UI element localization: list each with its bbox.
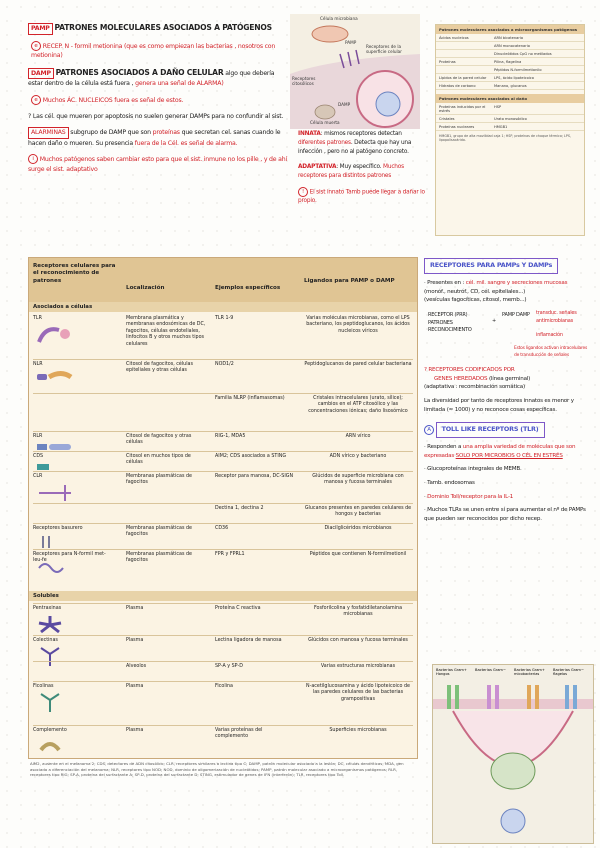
- receptor-illustration: [35, 736, 65, 760]
- receptor-illustration: [35, 370, 75, 386]
- tlr-1a: Responden a: [427, 444, 462, 451]
- alarminas-text4: fuera de la Cél. es señal de alarma.: [134, 139, 238, 147]
- innato-dano: El sist innato Tamb puede llegar a dañar lo propio.: [298, 189, 425, 205]
- table-row: [436, 115, 584, 123]
- adaptativa-text1: Muy específico.: [339, 163, 382, 170]
- row-divider: [33, 635, 413, 636]
- fig-col-2: Bacterias Gram−: [475, 668, 506, 672]
- row-divider: [33, 471, 413, 472]
- receptor-illustration: [35, 442, 75, 454]
- ligand-cell: Peptidoglucanos de pared celular bacteriana: [304, 362, 412, 367]
- notes-right: RECEPTORES PARA PAMPs Y DAMPs · Presentes en : cél. mil. sangre y secreciones mucosas (monóf., neutróf., CD, cél. epiteliales...) (vesículas fagocíticas, citosol, memb...) RECEPTOR (PRR) PATRONES RECONOCIMIENTO + PAMP DAMP transduc. señales antimicrobianas inflamación Estos ligandos activan intracelulares de transducción de señales ? RECEPTORES CODIFICADOS POR GENES HEREDADOS (línea germinal) (adaptativa : recombinación somática) La diversidad por tanto de receptores innatos es menor y limitada (≈ 1000) y no reconoce cosas específicas. A TOLL LIKE RECEPTORS (TLR) · Responden a una amplia variedad de moléculas que son expresadas SOLO POR MICROBIOS O CÉL EN ESTRÉS · Glucoproteínas integrales de MEMB. · Tamb. endosomas · Dominio Toll/receptor para la IL-1 · Muchos TLRs se unen entre sí para aumentar el nº de PAMPs que pueden ser reconocidos por dicho recep.: [424, 258, 592, 529]
- receptor-illustration: [35, 646, 65, 670]
- location-cell: Alveolos: [126, 664, 147, 669]
- presentes-1: Presentes en :: [427, 279, 465, 286]
- nucleic-text: Muchos ÁC. NUCLEICOS fuera es señal de estos.: [42, 97, 184, 105]
- scheme-note: Estos ligandos activan intracelulares de transducción de señales: [514, 345, 588, 358]
- tlr-title: TOLL LIKE RECEPTORS (TLR): [436, 422, 545, 438]
- table-footnote: HMGB1, grupo de alta movilidad caja 1; HSP, proteínas de choque térmico; LPS, lipopolisacárido.: [439, 134, 571, 142]
- alarminas-tag: ALARMINAS: [28, 127, 69, 139]
- ligand-cell: Glúcidos de superficie microbiana con manosa y fucosa terminales: [312, 474, 404, 486]
- row-divider: [33, 725, 413, 726]
- location-cell: Citosol en muchos tipos de células: [126, 454, 191, 466]
- circle-icon: !: [298, 187, 308, 197]
- row-divider: [33, 503, 413, 504]
- row-category: Proteínas nucleares: [439, 124, 475, 129]
- scheme-mid: PAMP DAMP: [502, 311, 530, 318]
- row-divider: [33, 359, 413, 360]
- codificados-4: (adaptativa : recombinación somática): [424, 384, 525, 391]
- table-row: [436, 42, 584, 50]
- ligand-cell: N-acetilglucosamina y ácido lipoteicoico de las paredes celulares de las bacterias grampositivas: [306, 684, 410, 702]
- receptor-illustration: [35, 324, 75, 348]
- circle-icon: i: [28, 154, 38, 164]
- example-cell: AIM2; CDS asociados a STING: [215, 454, 287, 459]
- receptor-cell: CDS: [33, 454, 44, 459]
- nlr-icon: [35, 370, 75, 384]
- question-icon: ?: [28, 112, 32, 120]
- location-cell: Citosol de fagocitos y otras células: [126, 434, 192, 446]
- location-cell: Membranas plasmáticas de fagocitos: [126, 526, 192, 538]
- example-cell: RIG-1, MDA5: [215, 434, 246, 439]
- scheme-right-1: transduc. señales antimicrobianas: [536, 309, 577, 324]
- fig-label-damp: DAMP: [338, 102, 351, 107]
- row-category: Hidratos de carbono: [439, 83, 476, 88]
- table-row: [436, 58, 584, 66]
- row-example: Manano, glucanos: [494, 83, 527, 88]
- row-example: HSP: [494, 104, 502, 109]
- receptors-table: [28, 257, 418, 759]
- example-cell: SP-A y SP-D: [215, 664, 243, 669]
- alarminas-text2: proteínas: [152, 129, 180, 137]
- row-example: HMGB1: [494, 124, 508, 129]
- row-category: Ácidos nucleicos: [439, 35, 469, 40]
- example-cell: Proteína C reactiva: [215, 606, 261, 611]
- cell-diagram-svg: [290, 14, 420, 129]
- row-example: Dinucleótidos CpG no metilados: [494, 51, 552, 56]
- diversidad-text: La diversidad por tanto de receptores innatos es menor y limitada (≈ 1000) y no reconoce cosas específicas.: [424, 397, 574, 413]
- adaptativa-tag: ADAPTATIVA: [298, 163, 337, 170]
- row-category: Cristales: [439, 116, 455, 121]
- header-ejemplos: Ejemplos específicos: [215, 285, 281, 291]
- codificados-3: (línea germinal): [488, 375, 531, 382]
- receptor-cell: Receptores basurero: [33, 526, 83, 531]
- row-example: Pilina, flagelina: [494, 59, 522, 64]
- damp-text2: genera una señal de ALARMA): [135, 80, 224, 88]
- row-category: [439, 52, 494, 56]
- table-row: [436, 66, 584, 74]
- ligand-cell: ADN vírico y bacteriano: [329, 454, 387, 459]
- ligand-cell: Superficies microbianas: [329, 728, 387, 733]
- location-cell: Membranas plasmáticas de fagocitos: [126, 552, 192, 564]
- receptor-illustration: [35, 692, 65, 716]
- pamp-example: RECEP. N - formil metionina (que es como empiezan las bacterias , nosotros con metionina): [31, 42, 276, 60]
- table-row: [436, 50, 584, 58]
- pamp-table-header: Patrones moleculares asociados a microorganismos patógenos: [436, 25, 584, 34]
- innata-text2: diferentes patrones: [298, 139, 351, 146]
- fig-label-microbe: Célula microbiana: [320, 16, 358, 21]
- tlr-2: Glucoproteínas integrales de MEMB.: [427, 466, 522, 473]
- tlr-5: Muchos TLRs se unen entre sí para aumentar el nº de PAMPs que pueden ser reconocidos por dicho recep.: [424, 507, 586, 523]
- ligand-cell: Péptidos que contienen N-formilmetionil: [309, 552, 407, 557]
- damp-tag: DAMP: [28, 68, 54, 80]
- header-ligandos: Ligandos para PAMP o DAMP: [304, 278, 395, 284]
- section-soluble: Solubles: [29, 591, 417, 601]
- location-cell: Citosol de fagocitos, células epiteliales y otras células: [126, 362, 193, 374]
- example-cell: FPR y FPRL1: [215, 552, 245, 557]
- table-row: [436, 82, 584, 90]
- innata-text3: . Detecta que hay una infección , pero no al patógeno concreto.: [298, 139, 412, 155]
- collectin-icon: [35, 646, 65, 668]
- row-example: LPS, ácido lipoteicoico: [494, 75, 534, 80]
- receptor-cell: Ficolinas: [33, 684, 54, 689]
- adaptativa-text2: Muchos receptores para distintos patrones: [298, 163, 404, 179]
- location-cell: Plasma: [126, 684, 144, 689]
- clr-icon: [35, 482, 75, 504]
- table-row: [436, 103, 584, 115]
- scavenger-icon: [35, 534, 75, 550]
- fig-label-pamp: PAMP: [345, 40, 357, 45]
- receptor-cell: Receptores para N-formil met-leu-fe: [33, 552, 106, 564]
- example-cell: Familia NLRP (inflamasomas): [215, 396, 285, 401]
- fig-col-1: Bacterias Gram+ Hongos: [436, 668, 467, 676]
- circle-icon: e: [31, 95, 41, 105]
- row-divider: [33, 523, 413, 524]
- example-cell: Varias proteínas del complemento: [215, 728, 263, 740]
- presentes-3: (monóf., neutróf., CD, cél. epiteliales...): [424, 288, 526, 295]
- receptor-cell: RLR: [33, 434, 43, 439]
- receptors-title: RECEPTORES PARA PAMPs Y DAMPs: [424, 258, 558, 274]
- table-row: [436, 34, 584, 42]
- pentraxin-icon: [35, 614, 65, 636]
- presentes-4: (vesículas fagocíticas, citosol, memb...): [424, 297, 527, 304]
- fig-col-4: Bacterias Gram− flagelos: [553, 668, 584, 676]
- damp-table-header: Patrones moleculares asociados al daño: [436, 94, 584, 103]
- example-cell: Dectina 1, dectina 2: [215, 506, 264, 511]
- location-cell: Membrana plasmática y membranas endosómicas de DC, fagocitos, células endoteliales, linfocitos B y otros muchos tipos celulares: [126, 316, 206, 347]
- location-cell: Plasma: [126, 606, 144, 611]
- fpr-icon: [35, 560, 75, 576]
- scheme-plus: +: [492, 317, 496, 324]
- pamp-title: PATRONES MOLECULARES ASOCIADOS A PATÓGENOS: [54, 23, 272, 32]
- row-category: Proteínas: [439, 59, 456, 64]
- alarminas-text1: subgrupo de DAMP que son: [70, 129, 151, 137]
- row-category: [439, 68, 494, 72]
- presentes-2: cél. mil. sangre y secreciones mucosas: [465, 279, 568, 286]
- ligand-cell: Varias moléculas microbianas, como el LPS bacteriano, los peptidoglucanos, los ácidos nucleicos víricos: [306, 316, 410, 334]
- ligand-cell: Glúcidos con manosa y fucosa terminales: [308, 638, 408, 643]
- tlr-4: Dominio Toll/receptor para la IL-1: [427, 493, 514, 500]
- notes-mid: INNATA: mismos receptores detectan diferentes patrones. Detecta que hay una infección , pero no al patógeno concreto. ADAPTATIVA: Muy específico. Muchos receptores para distintos patrones ! El sist innato Tamb puede llegar a dañar lo propio.: [298, 131, 425, 205]
- question-icon: ?: [424, 366, 427, 373]
- row-category: Lípidos de la pared celular: [439, 75, 487, 80]
- tlr-icon: [35, 324, 75, 346]
- pattern-recognition-figure: [290, 14, 420, 129]
- ligand-cell: Varias estructuras microbianas: [320, 664, 396, 669]
- ligand-cell: Glucanos presentes en paredes celulares de hongos y bacterias: [304, 506, 412, 518]
- complement-icon: [35, 736, 65, 758]
- tlr-1c: SOLO POR MICROBIOS O CÉL EN ESTRÉS: [455, 452, 563, 459]
- section-cell-associated: Asociados a células: [29, 302, 417, 312]
- fig-col-3: Bacterias Gram+ micobacterias: [514, 668, 545, 676]
- row-example: Urato monosódico: [494, 116, 527, 121]
- receptor-cell: Colectinas: [33, 638, 58, 643]
- receptor-illustration: [35, 560, 75, 578]
- patogenos-text: Muchos patógenos saben cambiar esto para que el sist. inmune no los pille , y de ahí surge el sist. adaptativo: [28, 156, 287, 174]
- row-divider: [33, 549, 413, 550]
- row-divider: [33, 393, 413, 394]
- tlr-1b: una amplia variedad de moléculas que son expresadas: [424, 444, 576, 459]
- codificados-1: RECEPTORES CODIFICADOS POR: [428, 366, 515, 373]
- example-cell: NOD1/2: [215, 362, 234, 367]
- tlr-3: Tamb. endosomas: [427, 480, 475, 487]
- apoptosis-text: Las cél. que mueren por apoptosis no suelen generar DAMPs para no confundir al sist.: [32, 112, 284, 120]
- circle-icon: e: [31, 41, 41, 51]
- ligand-cell: Diacilglicéridos microbianos: [324, 526, 392, 531]
- scheme-left: RECEPTOR (PRR) PATRONES RECONOCIMIENTO: [428, 311, 472, 334]
- row-divider: [33, 661, 413, 662]
- pamp-tag: PAMP: [28, 23, 53, 35]
- header-receptores: Receptores celulares para el reconocimiento de patrones: [33, 263, 116, 284]
- example-cell: Receptor para manosa, DC-SIGN: [215, 474, 294, 479]
- row-example: Péptidos N-formilmetionilo: [494, 67, 542, 72]
- location-cell: Plasma: [126, 638, 144, 643]
- row-divider: [33, 603, 413, 604]
- codificados-2: GENES HEREDADOS: [434, 375, 488, 382]
- example-cell: Ficolina: [215, 684, 233, 689]
- row-divider: [33, 451, 413, 452]
- example-cell: CD36: [215, 526, 229, 531]
- ligand-cell: Cristales intracelulares (urato, sílice); cambios en el ATP citosólico y las concentraciones iónicas; daño lisosómico: [308, 396, 408, 414]
- receptor-cell: Pentraxinas: [33, 606, 62, 611]
- example-cell: TLR 1-9: [215, 316, 234, 321]
- scheme-right-2: inflamación: [536, 331, 563, 338]
- fig-label-surface: Receptores de la superficie celular: [366, 44, 402, 54]
- ficolin-icon: [35, 692, 65, 714]
- location-cell: Membranas plasmáticas de fagocitos: [126, 474, 192, 486]
- row-example: ARN monocatenario: [494, 43, 530, 48]
- pamp-damp-table: [435, 24, 585, 236]
- table-row: [436, 74, 584, 82]
- notes-top: [28, 22, 290, 181]
- table-header: [29, 258, 417, 302]
- fig-label-dead-cell: Célula muerta: [310, 120, 340, 125]
- header-localizacion: Localización: [126, 285, 165, 291]
- fig-label-cytosolic: Receptores citosólicos: [292, 76, 316, 86]
- location-cell: Plasma: [126, 728, 144, 733]
- innata-tag: INNATA: [298, 131, 321, 137]
- example-cell: Lectina ligadora de manosa: [215, 638, 282, 643]
- ligand-cell: ARN vírico: [345, 434, 371, 439]
- table-row: [436, 123, 584, 131]
- ligand-cell: Fosforilcolina y fosfatidiletanolamina microbianas: [313, 606, 403, 618]
- receptor-cell: TLR: [33, 316, 42, 321]
- receptor-cell: NLR: [33, 362, 43, 367]
- innata-text1: mismos receptores detectan: [324, 131, 402, 137]
- row-example: ARN bicatenario: [494, 35, 524, 40]
- receptor-illustration: [35, 462, 75, 474]
- row-category: [439, 44, 494, 48]
- tlr-diagram-svg: [433, 681, 593, 843]
- damp-title: PATRONES ASOCIADOS A DAÑO CELULAR: [55, 67, 224, 77]
- alarminas-text3: que secretan cel. sanas cuando le hacen daño o mueren. Su presencia: [28, 129, 281, 147]
- receptor-cell: Complemento: [33, 728, 67, 733]
- row-divider: [33, 681, 413, 682]
- damp-text1: algo que debería estar dentro de la célula está fuera ,: [28, 69, 275, 88]
- row-category: Proteínas inducidas por el estrés: [439, 104, 486, 113]
- tlr-figure: [432, 664, 594, 844]
- table-footnote-main: AIM2, ausente en el melanoma 2; CDS, detectores de ADN citosólico; CLR, receptores similares a lectina tipo C; DAMP, patrón molecular asociado a la lesión; DC, células dendríticas; MDA, gen asociado a diferenciación del melanoma; NLR, receptores tipo NOD; NOD, dominio de oligomerización de nucleótidos; PAMP, patrón molecular asociado a microorganismos patógenos; RLR, receptores tipo RIG; SP-A, proteína del surfactante A; SP-D, proteína del surfactante D; STING, estimulador de genes de IFN (interferón); TLR, receptores tipo Toll.: [30, 761, 404, 778]
- row-divider: [33, 431, 413, 432]
- receptor-cell: CLR: [33, 474, 43, 479]
- tlr-letter: A: [424, 425, 434, 435]
